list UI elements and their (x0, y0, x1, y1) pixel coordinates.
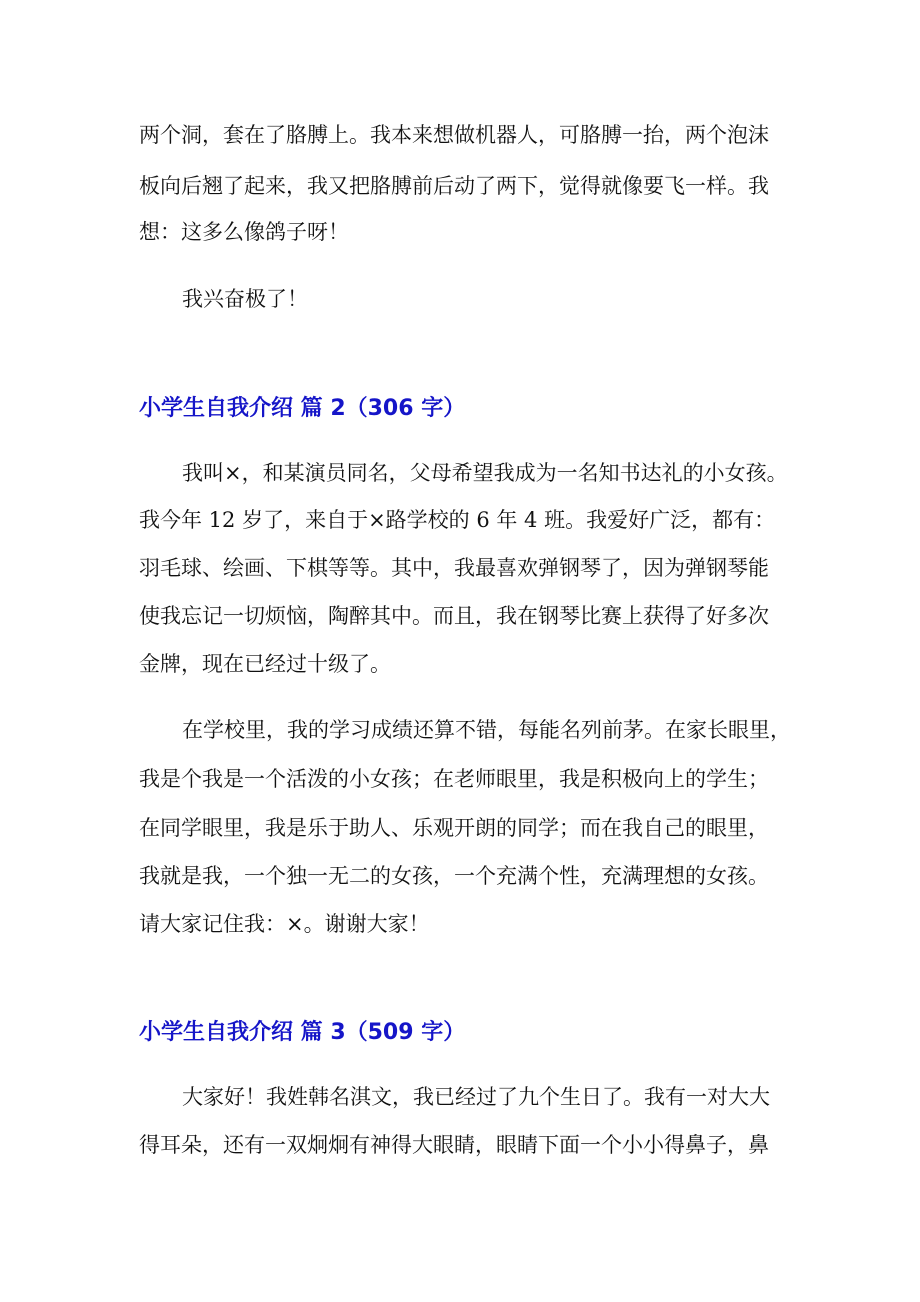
text-line: 我就是我，一个独一无二的女孩，一个充满个性，充满理想的女孩。 (139, 864, 769, 888)
text-line: 请大家记住我：×。谢谢大家！ (139, 912, 430, 936)
text-line: 我今年 12 岁了，来自于×路学校的 6 年 4 班。我爱好广泛，都有： (139, 508, 776, 532)
text-line: 大家好！我姓韩名淇文，我已经过了九个生日了。我有一对大大 (182, 1085, 770, 1109)
text-line: 在学校里，我的学习成绩还算不错，每能名列前茅。在家长眼里， (182, 718, 791, 742)
text-line: 两个洞，套在了胳膊上。我本来想做机器人，可胳膊一抬，两个泡沫 (139, 123, 769, 147)
text-line: 在同学眼里，我是乐于助人、乐观开朗的同学；而在我自己的眼里， (139, 816, 769, 840)
text-line: 得耳朵，还有一双炯炯有神得大眼睛，眼睛下面一个小小得鼻子，鼻 (139, 1133, 769, 1157)
text-line: 我叫×，和某演员同名，父母希望我成为一名知书达礼的小女孩。 (182, 461, 788, 485)
section-heading-2: 小学生自我介绍 篇 2（306 字） (139, 396, 466, 421)
text-line: 我兴奋极了！ (182, 287, 308, 311)
text-line: 金牌，现在已经过十级了。 (139, 652, 391, 676)
text-line: 我是个我是一个活泼的小女孩；在老师眼里，我是积极向上的学生； (139, 767, 769, 791)
text-line: 板向后翘了起来，我又把胳膊前后动了两下，觉得就像要飞一样。我 (139, 174, 769, 198)
text-line: 使我忘记一切烦恼，陶醉其中。而且，我在钢琴比赛上获得了好多次 (139, 604, 769, 628)
text-line: 羽毛球、绘画、下棋等等。其中，我最喜欢弹钢琴了，因为弹钢琴能 (139, 556, 769, 580)
text-line: 想：这多么像鸽子呀！ (139, 220, 349, 244)
section-heading-3: 小学生自我介绍 篇 3（509 字） (139, 1020, 466, 1045)
